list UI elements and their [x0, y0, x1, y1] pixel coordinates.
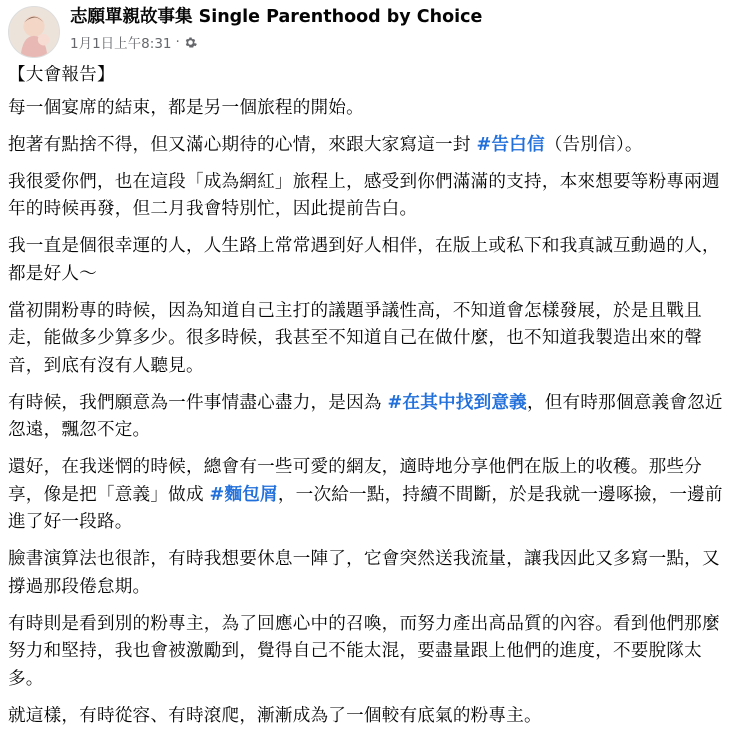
paragraph-2 [8, 132, 730, 160]
paragraph-4: 我一直是個很幸運的人，人生路上常常遇到好人相伴，在版上或私下和我真誠互動過的人，都是好人～ [8, 236, 720, 284]
page-avatar[interactable] [8, 6, 60, 58]
gear-icon[interactable] [184, 36, 197, 49]
paragraph-6-text-b: ，但有時那個意義會忽近忽遠，飄忽不定。 [8, 392, 723, 440]
post-header [8, 4, 728, 58]
hashtag-link[interactable]: #麵包屑 [209, 484, 278, 505]
paragraph-10: 就這樣，有時從容、有時滾爬，漸漸成為了一個較有底氣的粉專主。 [8, 705, 542, 726]
paragraph-1: 每一個宴席的結束，都是另一個旅程的開始。 [8, 97, 364, 118]
paragraph-5: 當初開粉專的時候，因為知道自己主打的議題爭議性高，不知道會怎樣發展，於是且戰且走，能做多少算多少。很多時候，我甚至不知道自己在做什麼，也不知道我製造出來的聲音，到底有沒有人聽見。 [8, 300, 702, 376]
paragraph-2-text-a: 抱著有點捨不得，但又滿心期待的心情，來跟大家寫這一封 [8, 134, 477, 155]
post-meta [70, 32, 710, 52]
paragraph-6 [8, 390, 730, 445]
post-body [8, 62, 730, 740]
post-title: 【大會報告】 [8, 65, 115, 85]
paragraph-9: 有時則是看到別的粉專主，為了回應心中的召喚，而努力產出高品質的內容。看到他們那麼努力和堅持，我也會被激勵到，覺得自己不能太混，要盡量跟上他們的進度，不要脫隊太多。 [8, 613, 720, 689]
page-name-link[interactable]: 志願單親故事集 Single Parenthood by Choice [70, 7, 483, 27]
hashtag-link[interactable]: #告白信 [476, 134, 545, 155]
hashtag-link[interactable]: #在其中找到意義 [387, 392, 527, 413]
avatar-image [9, 7, 59, 57]
paragraph-7-text-a: 還好，在我迷惘的時候，總會有一些可愛的網友，適時地分享他們在版上的收穫。那些分享，像是把「意義」做成 [8, 457, 702, 505]
paragraph-2-text-b: （告別信）。 [544, 134, 643, 155]
header-text [70, 4, 710, 52]
paragraph-7 [8, 454, 730, 537]
paragraph-7-text-b: ，一次給一點，持續不間斷，於是我就一邊啄撿，一邊前進了好一段路。 [8, 484, 723, 532]
paragraph-6-text-a: 有時候，我們願意為一件事情盡心盡力，是因為 [8, 392, 388, 413]
paragraph-3: 我很愛你們，也在這段「成為網紅」旅程上，感受到你們滿滿的支持，本來想要等粉專兩週年的時候再發，但二月我會特別忙，因此提前告白。 [8, 171, 720, 219]
meta-separator: · [175, 34, 180, 50]
paragraph-8: 臉書演算法也很詐，有時我想要休息一陣了，它會突然送我流量，讓我因此又多寫一點，又撐過那段倦怠期。 [8, 549, 720, 597]
post-timestamp[interactable]: 1月1日上午8:31 [70, 36, 172, 52]
